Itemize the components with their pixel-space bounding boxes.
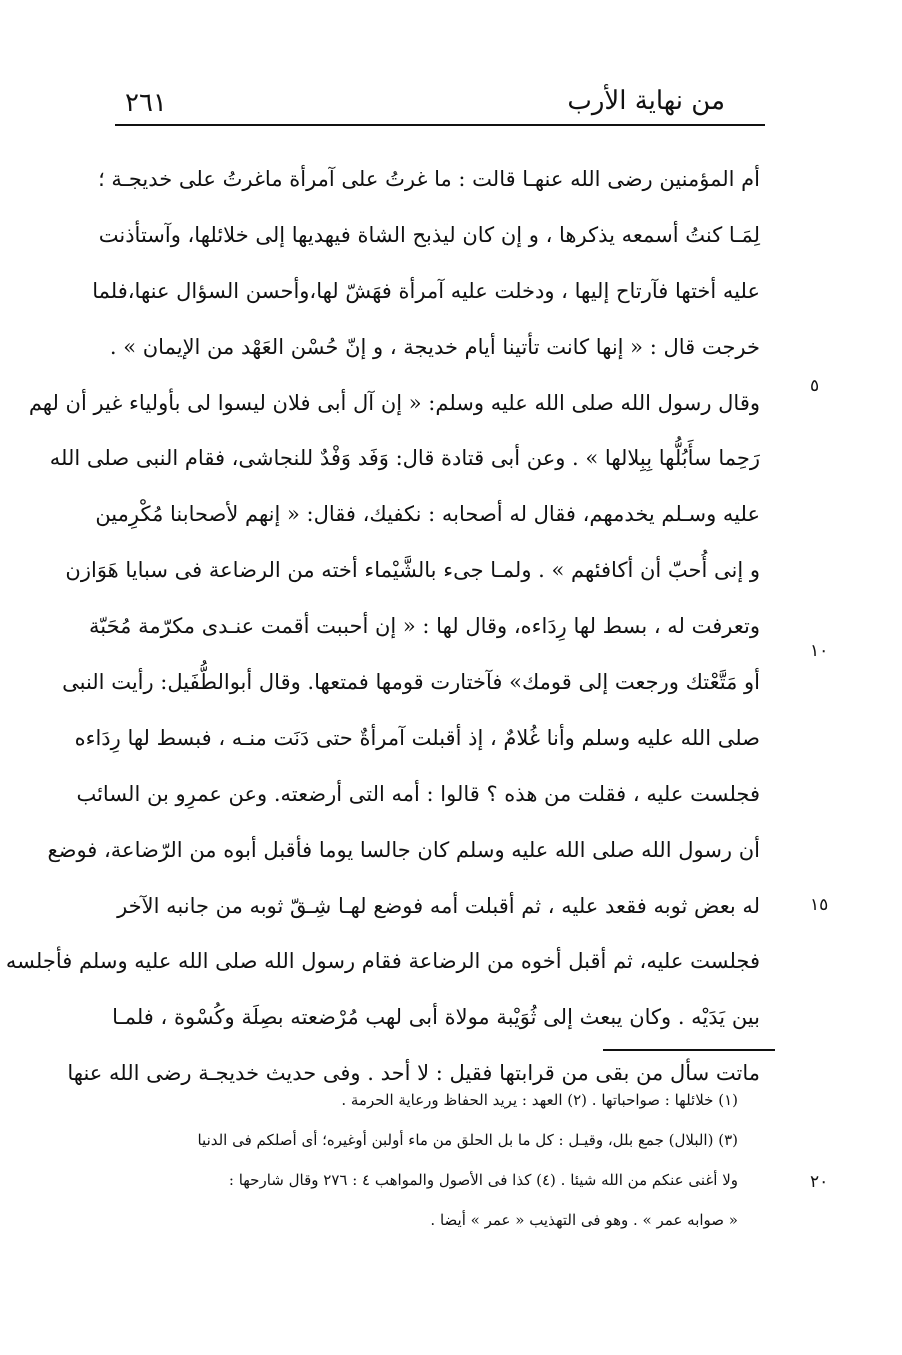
footnote-line: ولا أغنى عنكم من الله شيئا . (٤) كذا فى الأصول والمواهب ٤ : ٢٧٦ وقال شارحها : [228,1171,738,1189]
text-line: بين يَدَيْه . وكان يبعث إلى ثُوَيْبة مولاة أبى لهب مُرْضعته بصِلَة وكُسْوة ، فلمـا [112,1005,760,1030]
text-line: أو مَتَّعْتك ورجعت إلى قومك» فآختارت قومها فمتعها. وقال أبوالطُّفَيل: رأيت النبى [62,670,760,695]
text-line: فجلست عليه، ثم أقبل أخوه من الرضاعة فقام رسول الله صلى الله عليه وسلم فأجلسه [5,949,760,974]
text-line: عليه وسـلم يخدمهم، فقال له أصحابه : نكفيك، فقال: « إنهم لأصحابنا مُكْرِمين [95,502,760,527]
footnote-line: (١) خلائلها : صواحباتها . (٢) العهد : يريد الحفاظ ورعاية الحرمة . [341,1091,738,1109]
text-line: و إنى أُحبّ أن أكافئهم » . ولمـا جىء بالشَّيْماء أخته من الرضاعة فى سبايا هَوَازن [65,558,760,583]
footnotes [138,1080,738,1240]
footnote-line: « صوابه عمر » . وهو فى التهذيب « عمر » أيضا . [430,1211,738,1229]
text-line: عليه أختها فآرتاح إليها ، ودخلت عليه آمرأة فهَشّ لها،وأحسن السؤال عنها،فلما [92,278,760,303]
margin-line-number: ١٥ [810,895,829,915]
text-line: له بعض ثوبه فقعد عليه ، ثم أقبلت أمه فوضع لهـا شِـقّ ثوبه من جانبه الآخر [117,893,760,918]
margin-line-number: ٢٠ [810,1172,829,1192]
margin-line-number: ٥ [810,376,820,396]
running-title: من نهاية الأرب [567,86,725,116]
text-line: وتعرفت له ، بسط لها رِدَاءه، وقال لها : « إن أحببت أقمت عنـدى مكرّمة مُحَبّة [89,614,760,639]
text-line: ماتت سأل من بقى من قرابتها فقيل : لا أحد . وفى حديث خديجـة رضى الله عنها [67,1061,760,1086]
text-line: فجلست عليه ، فقلت من هذه ؟ قالوا : أمه التى أرضعته. وعن عمرِو بن السائب [76,781,760,806]
text-line: وقال رسول الله صلى الله عليه وسلم: « إن آل أبى فلان ليسوا لى بأولياء غير أن لهم [28,390,760,415]
text-line: أم المؤمنين رضى الله عنهـا قالت : ما غرتُ على آمرأة ماغرتُ على خديجـة ؛ [98,167,760,191]
page-number: ٢٦١ [125,88,167,118]
text-line: أن رسول الله صلى الله عليه وسلم كان جالسا يوما فأقبل أبوه من الرّضاعة، فوضع [47,837,760,862]
text-line: خرجت قال : « إنها كانت تأتينا أيام خديجة ، و إنّ حُسْن العَهْد من الإيمان » . [109,334,760,359]
page-header [115,78,765,126]
text-line: صلى الله عليه وسلم وأنا غُلامٌ ، إذ أقبلت آمرأةٌ حتى دَنَت منـه ، فبسط لها رِدَاءه [74,725,760,750]
text-line: لِمَـا كنتُ أسمعه يذكرها ، و إن كان ليذبح الشاة فيهديها إلى خلائلها، وآستأذنت [98,222,760,247]
margin-line-number: ١٠ [810,641,829,661]
footnote-line: (٣) (البلال) جمع بلل، وقيـل : كل ما بل الحلق من ماء أولبن أوغيره؛ أى أصلكم فى الدنيا [197,1131,738,1149]
text-line: رَحِما سأَبُلُّها بِبِلالها » . وعن أبى قتادة قال: وَفَد وَفْدٌ للنجاشى، فقام النبى صلى الله [49,446,760,471]
footnote-divider [603,1049,775,1051]
main-text [5,152,760,1102]
